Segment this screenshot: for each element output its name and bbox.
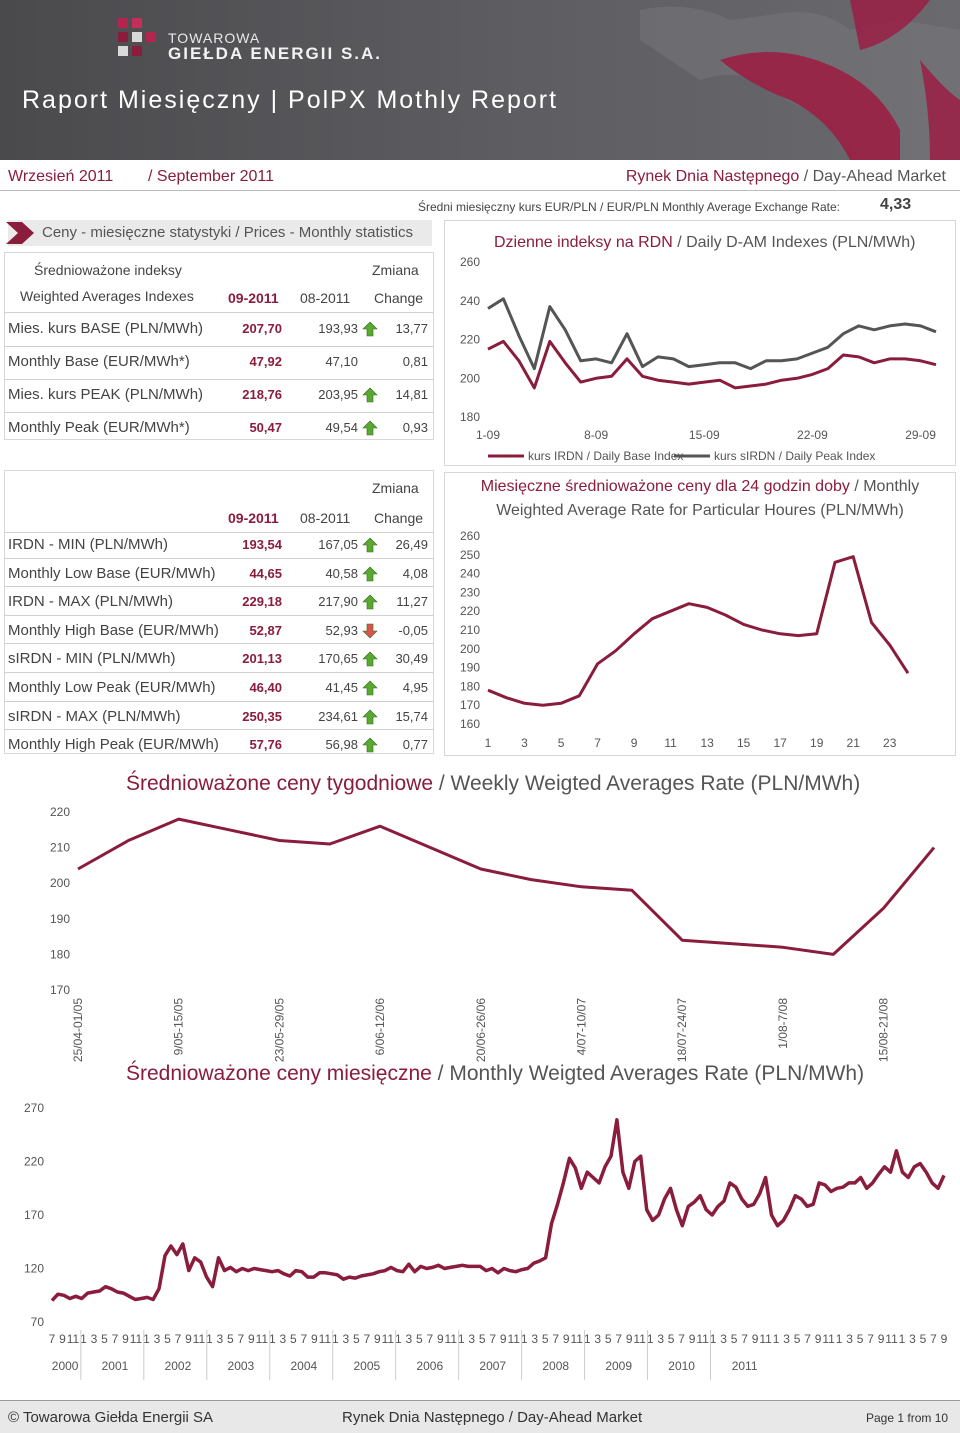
weekly-title-en: / Weekly Weigted Averages Rate (PLN/MWh) bbox=[433, 772, 861, 795]
table-row-divider bbox=[4, 412, 434, 413]
x-tick-label: 11 bbox=[696, 1332, 709, 1346]
footer bbox=[0, 1400, 960, 1433]
table-row-divider bbox=[4, 586, 434, 587]
table-row-change: 0,93 bbox=[402, 420, 428, 435]
y-tick-label: 120 bbox=[23, 1261, 44, 1276]
x-tick-label: 9 bbox=[625, 1332, 633, 1346]
y-tick-label: 270 bbox=[23, 1101, 44, 1115]
exchange-rate-value: 4,33 bbox=[880, 196, 912, 213]
year-label: 2004 bbox=[290, 1359, 318, 1373]
x-tick-label: 13 bbox=[700, 736, 714, 750]
table-row-cur: 52,87 bbox=[249, 622, 282, 638]
x-tick-label: 6/06-12/06 bbox=[373, 998, 388, 1056]
x-tick-label: 11 bbox=[192, 1332, 206, 1346]
x-tick-label: 1 bbox=[143, 1332, 150, 1346]
x-tick-label: 9 bbox=[248, 1332, 255, 1346]
y-tick-label: 180 bbox=[459, 679, 480, 694]
x-tick-label: 11 bbox=[885, 1332, 898, 1346]
section-prices-title-pl: Ceny - miesięczne statystyki bbox=[42, 224, 232, 241]
table-row-divider bbox=[4, 346, 434, 347]
series-line bbox=[488, 299, 936, 369]
table-row-cur: 193,54 bbox=[242, 537, 282, 552]
year-label: 2000 bbox=[51, 1359, 79, 1373]
x-tick-label: 9 bbox=[630, 736, 638, 750]
x-tick-label: 1 bbox=[394, 1332, 402, 1346]
x-tick-label: 7 bbox=[300, 1332, 308, 1346]
year-label: 2005 bbox=[353, 1359, 381, 1373]
x-tick-label: 9 bbox=[940, 1332, 948, 1346]
y-tick-label: 190 bbox=[49, 911, 70, 926]
x-tick-label: 7 bbox=[678, 1332, 685, 1346]
market-en: / Day-Ahead Market bbox=[799, 168, 946, 185]
weekly-title-pl: Średnioważone ceny tygodniowe bbox=[126, 772, 434, 795]
table-row-prev: 193,93 bbox=[318, 321, 358, 336]
europe-map-decoration bbox=[600, 0, 960, 160]
table-row-prev: 49,54 bbox=[325, 420, 358, 435]
y-tick-label: 260 bbox=[459, 529, 480, 543]
x-tick-label: 7 bbox=[594, 736, 601, 750]
x-tick-label: 3 bbox=[657, 1332, 665, 1346]
legend-label: kurs IRDN / Daily Base Index bbox=[528, 449, 684, 463]
footer-page-total: 10 bbox=[934, 1411, 949, 1425]
table-row-divider bbox=[4, 672, 434, 673]
x-tick-label: 1 bbox=[331, 1332, 339, 1346]
footer-market: Rynek Dnia Następnego / Day-Ahead Market bbox=[342, 1409, 643, 1426]
x-tick-label: 19 bbox=[810, 736, 824, 750]
table-row-cur: 218,76 bbox=[242, 387, 282, 402]
table-row-change: 0,81 bbox=[402, 354, 428, 369]
prices-col-change-pl: Zmiana bbox=[372, 262, 419, 278]
x-tick-label: 11 bbox=[633, 1332, 646, 1346]
x-tick-label: 5 bbox=[856, 1332, 864, 1346]
table-row-divider bbox=[4, 729, 434, 730]
x-tick-label: 5 bbox=[604, 1332, 612, 1346]
y-tick-label: 220 bbox=[49, 805, 70, 819]
table-row-change: 30,49 bbox=[395, 651, 428, 667]
prices-divider bbox=[4, 312, 434, 313]
logo-line1: TOWAROWA bbox=[168, 30, 261, 46]
table-row-change: 13,77 bbox=[395, 321, 428, 336]
x-tick-label: 5 bbox=[290, 1332, 297, 1346]
table-row-label: Monthly Base (EUR/MWh*) bbox=[8, 353, 190, 370]
x-tick-label: 1 bbox=[835, 1332, 843, 1346]
x-tick-label: 23/05-29/05 bbox=[272, 998, 287, 1063]
y-tick-label: 200 bbox=[459, 371, 480, 386]
x-tick-label: 7 bbox=[930, 1332, 937, 1346]
x-tick-label: 22-09 bbox=[797, 428, 828, 442]
x-tick-label: 7 bbox=[489, 1332, 497, 1346]
x-tick-label: 7 bbox=[741, 1332, 748, 1346]
x-tick-label: 5 bbox=[352, 1332, 360, 1346]
year-label: 2006 bbox=[416, 1359, 444, 1373]
table-row-cur: 229,18 bbox=[242, 594, 282, 610]
year-label: 2002 bbox=[164, 1359, 192, 1373]
x-tick-label: 7 bbox=[237, 1332, 245, 1346]
x-tick-label: 18/07-24/07 bbox=[675, 998, 690, 1063]
year-label: 2010 bbox=[668, 1359, 695, 1373]
y-tick-label: 180 bbox=[49, 947, 70, 962]
x-tick-label: 20/06-26/06 bbox=[473, 998, 488, 1063]
y-tick-label: 70 bbox=[30, 1315, 44, 1329]
x-tick-label: 15-09 bbox=[688, 428, 720, 442]
x-tick-label: 3 bbox=[531, 1332, 539, 1346]
x-tick-label: 1/08-7/08 bbox=[775, 998, 790, 1049]
x-tick-label: 11 bbox=[664, 736, 677, 750]
series-line bbox=[52, 1120, 944, 1301]
x-tick-label: 21 bbox=[846, 736, 860, 750]
x-tick-label: 5 bbox=[541, 1332, 549, 1346]
x-tick-label: 3 bbox=[909, 1332, 916, 1346]
table-row-label: Monthly Low Base (EUR/MWh) bbox=[8, 564, 216, 582]
table-row-prev: 40,58 bbox=[325, 565, 358, 581]
table-row-prev: 167,05 bbox=[318, 537, 358, 552]
x-tick-label: 5 bbox=[227, 1332, 234, 1346]
x-tick-label: 9 bbox=[311, 1332, 318, 1346]
x-tick-label: 1 bbox=[520, 1332, 528, 1346]
x-tick-label: 1-09 bbox=[475, 428, 501, 442]
table-row-change: 14,81 bbox=[395, 387, 428, 402]
footer-copyright: © Towarowa Giełda Energii SA bbox=[8, 1409, 214, 1426]
x-tick-label: 1 bbox=[772, 1332, 780, 1346]
y-tick-label: 230 bbox=[459, 585, 480, 600]
table-row-label: Mies. kurs BASE (PLN/MWh) bbox=[8, 320, 204, 337]
y-tick-label: 240 bbox=[459, 293, 480, 308]
y-tick-label: 180 bbox=[459, 410, 480, 424]
minmax-col-cur: 09-2011 bbox=[228, 510, 279, 526]
table-row-divider bbox=[4, 558, 434, 559]
table-row-cur: 44,65 bbox=[249, 565, 282, 581]
x-tick-label: 9 bbox=[562, 1332, 570, 1346]
x-tick-label: 9 bbox=[688, 1332, 696, 1346]
x-tick-label: 9 bbox=[122, 1332, 129, 1346]
section-prices-title-en: / Prices - Monthly statistics bbox=[231, 224, 413, 241]
monthly-title-en: / Monthly Weigted Averages Rate (PLN/MWh) bbox=[431, 1062, 865, 1085]
prices-col-cur: 09-2011 bbox=[228, 290, 279, 306]
x-tick-label: 9 bbox=[185, 1332, 192, 1346]
daily-chart bbox=[444, 220, 956, 466]
table-row-cur: 57,76 bbox=[249, 737, 282, 753]
table-row-divider bbox=[4, 379, 434, 380]
x-tick-label: 11 bbox=[444, 1332, 458, 1346]
x-tick-label: 9 bbox=[59, 1332, 66, 1346]
hourly-chart bbox=[444, 472, 956, 756]
y-tick-label: 210 bbox=[49, 840, 70, 855]
table-row-change: 0,77 bbox=[402, 737, 428, 753]
company-logo-icon bbox=[112, 14, 164, 66]
x-tick-label: 1 bbox=[646, 1332, 654, 1346]
chevron-right-icon bbox=[4, 218, 36, 248]
x-tick-label: 5 bbox=[557, 736, 565, 750]
x-tick-label: 7 bbox=[426, 1332, 434, 1346]
x-tick-label: 3 bbox=[783, 1332, 790, 1346]
x-tick-label: 15/08-21/08 bbox=[876, 998, 891, 1063]
table-row-change: 11,27 bbox=[396, 594, 428, 610]
table-row-cur: 207,70 bbox=[242, 321, 282, 336]
x-tick-label: 11 bbox=[318, 1332, 332, 1346]
daily-title-pl: Dzienne indeksy na RDN bbox=[494, 234, 673, 251]
table-row-prev: 234,61 bbox=[318, 708, 358, 724]
table-row-label: Monthly Peak (EUR/MWh*) bbox=[8, 419, 190, 436]
x-tick-label: 7 bbox=[363, 1332, 371, 1346]
minmax-divider bbox=[4, 532, 434, 533]
x-tick-label: 3 bbox=[468, 1332, 476, 1346]
x-tick-label: 9 bbox=[373, 1332, 381, 1346]
y-tick-label: 220 bbox=[459, 604, 480, 619]
year-label: 2009 bbox=[605, 1359, 633, 1373]
daily-title-en: / Daily D-AM Indexes (PLN/MWh) bbox=[672, 234, 916, 251]
table-row-prev: 52,93 bbox=[325, 622, 358, 638]
x-tick-label: 3 bbox=[846, 1332, 853, 1346]
minmax-col-change-en: Change bbox=[374, 510, 424, 526]
x-tick-label: 11 bbox=[759, 1332, 772, 1346]
x-tick-label: 11 bbox=[822, 1332, 835, 1346]
table-row-label: Mies. kurs PEAK (PLN/MWh) bbox=[8, 386, 204, 403]
y-tick-label: 220 bbox=[23, 1154, 44, 1169]
x-tick-label: 9 bbox=[751, 1332, 759, 1346]
table-row-cur: 47,92 bbox=[249, 354, 282, 369]
table-row-label: Monthly High Base (EUR/MWh) bbox=[8, 621, 219, 639]
table-row-divider bbox=[4, 615, 434, 616]
x-tick-label: 11 bbox=[129, 1332, 143, 1346]
date-pl: Wrzesień 2011 bbox=[8, 168, 114, 185]
legend-label: kurs sIRDN / Daily Peak Index bbox=[714, 449, 876, 463]
x-tick-label: 7 bbox=[867, 1332, 874, 1346]
monthly-chart bbox=[0, 1090, 960, 1390]
y-tick-label: 170 bbox=[49, 983, 70, 997]
x-tick-label: 1 bbox=[709, 1332, 717, 1346]
x-tick-label: 17 bbox=[773, 736, 787, 750]
table-row-cur: 250,35 bbox=[242, 708, 282, 724]
y-tick-label: 220 bbox=[459, 332, 480, 347]
x-tick-label: 3 bbox=[342, 1332, 350, 1346]
table-row-label: IRDN - MAX (PLN/MWh) bbox=[8, 593, 173, 611]
x-tick-label: 7 bbox=[804, 1332, 811, 1346]
y-tick-label: 170 bbox=[459, 698, 480, 713]
x-tick-label: 3 bbox=[216, 1332, 224, 1346]
footer-page-label: Page bbox=[866, 1411, 895, 1425]
year-label: 2008 bbox=[542, 1359, 570, 1373]
x-tick-label: 3 bbox=[521, 736, 528, 750]
x-tick-label: 4/07-10/07 bbox=[574, 998, 589, 1056]
table-row-change: -0,05 bbox=[398, 622, 428, 638]
table-row-prev: 217,90 bbox=[318, 594, 358, 610]
table-row-divider bbox=[4, 643, 434, 644]
x-tick-label: 11 bbox=[66, 1332, 80, 1346]
table-row-label: sIRDN - MAX (PLN/MWh) bbox=[8, 707, 181, 725]
year-label: 2011 bbox=[731, 1359, 758, 1373]
x-tick-label: 8-09 bbox=[584, 428, 609, 442]
x-tick-label: 9 bbox=[499, 1332, 507, 1346]
x-tick-label: 3 bbox=[279, 1332, 287, 1346]
y-tick-label: 200 bbox=[459, 641, 480, 656]
x-tick-label: 11 bbox=[507, 1332, 520, 1346]
x-tick-label: 7 bbox=[48, 1332, 56, 1346]
x-tick-label: 1 bbox=[484, 736, 492, 750]
table-row-label: sIRDN - MIN (PLN/MWh) bbox=[8, 650, 176, 668]
prices-col-change-en: Change bbox=[374, 290, 424, 306]
x-tick-label: 3 bbox=[90, 1332, 98, 1346]
year-label: 2003 bbox=[227, 1359, 255, 1373]
x-tick-label: 11 bbox=[255, 1332, 269, 1346]
x-tick-label: 5 bbox=[164, 1332, 171, 1346]
y-tick-label: 170 bbox=[23, 1208, 44, 1222]
report-title: Raport Miesięczny | PolPX Mothly Report bbox=[22, 86, 559, 114]
table-row-cur: 46,40 bbox=[249, 680, 282, 695]
x-tick-label: 3 bbox=[720, 1332, 727, 1346]
table-row-divider bbox=[4, 701, 434, 702]
table-row-change: 15,74 bbox=[395, 708, 428, 724]
x-tick-label: 3 bbox=[153, 1332, 161, 1346]
table-row-prev: 41,45 bbox=[325, 680, 358, 695]
prices-col-prev: 08-2011 bbox=[300, 290, 351, 306]
x-tick-label: 5 bbox=[793, 1332, 801, 1346]
date-en: / September 2011 bbox=[148, 168, 275, 185]
table-row-change: 26,49 bbox=[395, 537, 428, 552]
x-tick-label: 1 bbox=[898, 1332, 906, 1346]
series-line bbox=[78, 819, 934, 954]
table-row-label: Monthly Low Peak (EUR/MWh) bbox=[8, 679, 216, 696]
x-tick-label: 3 bbox=[594, 1332, 602, 1346]
x-tick-label: 1 bbox=[206, 1332, 213, 1346]
footer-page-num: 1 bbox=[897, 1411, 905, 1425]
series-line bbox=[488, 557, 908, 706]
year-label: 2001 bbox=[101, 1359, 129, 1373]
report-header bbox=[0, 0, 960, 160]
y-tick-label: 210 bbox=[459, 623, 480, 637]
x-tick-label: 5 bbox=[478, 1332, 486, 1346]
y-tick-label: 160 bbox=[459, 717, 480, 731]
table-row-prev: 56,98 bbox=[325, 737, 358, 753]
table-row-label: Monthly High Peak (EUR/MWh) bbox=[8, 736, 219, 754]
x-tick-label: 1 bbox=[583, 1332, 591, 1346]
y-tick-label: 250 bbox=[459, 547, 480, 562]
x-tick-label: 1 bbox=[269, 1332, 276, 1346]
table-row-cur: 50,47 bbox=[249, 420, 282, 435]
table-row-change: 4,95 bbox=[402, 680, 428, 695]
hourly-title-pl: Miesięczne średnioważone ceny dla 24 godzin doby bbox=[480, 478, 850, 495]
x-tick-label: 3 bbox=[405, 1332, 413, 1346]
minmax-col-prev: 08-2011 bbox=[300, 510, 351, 526]
table-row-prev: 203,95 bbox=[318, 387, 358, 402]
table-row-label: IRDN - MIN (PLN/MWh) bbox=[8, 536, 168, 553]
x-tick-label: 11 bbox=[570, 1332, 583, 1346]
x-tick-label: 25/04-01/05 bbox=[71, 998, 85, 1063]
x-tick-label: 5 bbox=[730, 1332, 738, 1346]
minmax-col-change-pl: Zmiana bbox=[372, 480, 419, 496]
hourly-title-en2: Weighted Average Rate for Particular Houres (PLN/MWh) bbox=[496, 502, 904, 519]
footer-from-label: from bbox=[907, 1411, 932, 1425]
x-tick-label: 5 bbox=[919, 1332, 927, 1346]
x-tick-label: 7 bbox=[615, 1332, 623, 1346]
table-row-cur: 201,13 bbox=[242, 651, 282, 667]
hourly-title-en: / Monthly bbox=[849, 478, 920, 495]
x-tick-label: 9/05-15/05 bbox=[171, 998, 186, 1056]
x-tick-label: 9 bbox=[436, 1332, 444, 1346]
year-label: 2007 bbox=[479, 1359, 507, 1373]
x-tick-label: 1 bbox=[457, 1332, 465, 1346]
header-divider bbox=[0, 190, 960, 191]
prices-head-en: Weighted Averages Indexes bbox=[20, 288, 194, 304]
table-row-prev: 170,65 bbox=[318, 651, 358, 667]
x-tick-label: 9 bbox=[877, 1332, 885, 1346]
y-tick-label: 190 bbox=[459, 660, 480, 675]
weekly-chart bbox=[0, 790, 960, 1070]
x-tick-label: 23 bbox=[883, 736, 897, 750]
x-tick-label: 5 bbox=[101, 1332, 108, 1346]
x-tick-label: 7 bbox=[174, 1332, 182, 1346]
table-row-change: 4,08 bbox=[402, 565, 428, 581]
x-tick-label: 9 bbox=[814, 1332, 822, 1346]
table-row-prev: 47,10 bbox=[325, 354, 358, 369]
prices-head-pl: Średnioważone indeksy bbox=[34, 262, 182, 278]
x-tick-label: 7 bbox=[552, 1332, 560, 1346]
x-tick-label: 5 bbox=[667, 1332, 675, 1346]
x-tick-label: 5 bbox=[415, 1332, 423, 1346]
logo-line2: GIEŁDA ENERGII S.A. bbox=[168, 44, 383, 63]
x-tick-label: 1 bbox=[80, 1332, 87, 1346]
y-tick-label: 260 bbox=[459, 255, 480, 269]
x-tick-label: 15 bbox=[736, 736, 751, 750]
exchange-rate-label: Średni miesięczny kurs EUR/PLN / EUR/PLN Monthly Average Exchange Rate: bbox=[418, 200, 840, 214]
x-tick-label: 29-09 bbox=[905, 428, 936, 442]
y-tick-label: 200 bbox=[49, 876, 70, 891]
x-tick-label: 11 bbox=[381, 1332, 395, 1346]
monthly-title-pl: Średnioważone ceny miesięczne bbox=[126, 1062, 432, 1085]
x-tick-label: 7 bbox=[111, 1332, 119, 1346]
y-tick-label: 240 bbox=[459, 566, 480, 581]
market-pl: Rynek Dnia Następnego bbox=[625, 168, 800, 185]
